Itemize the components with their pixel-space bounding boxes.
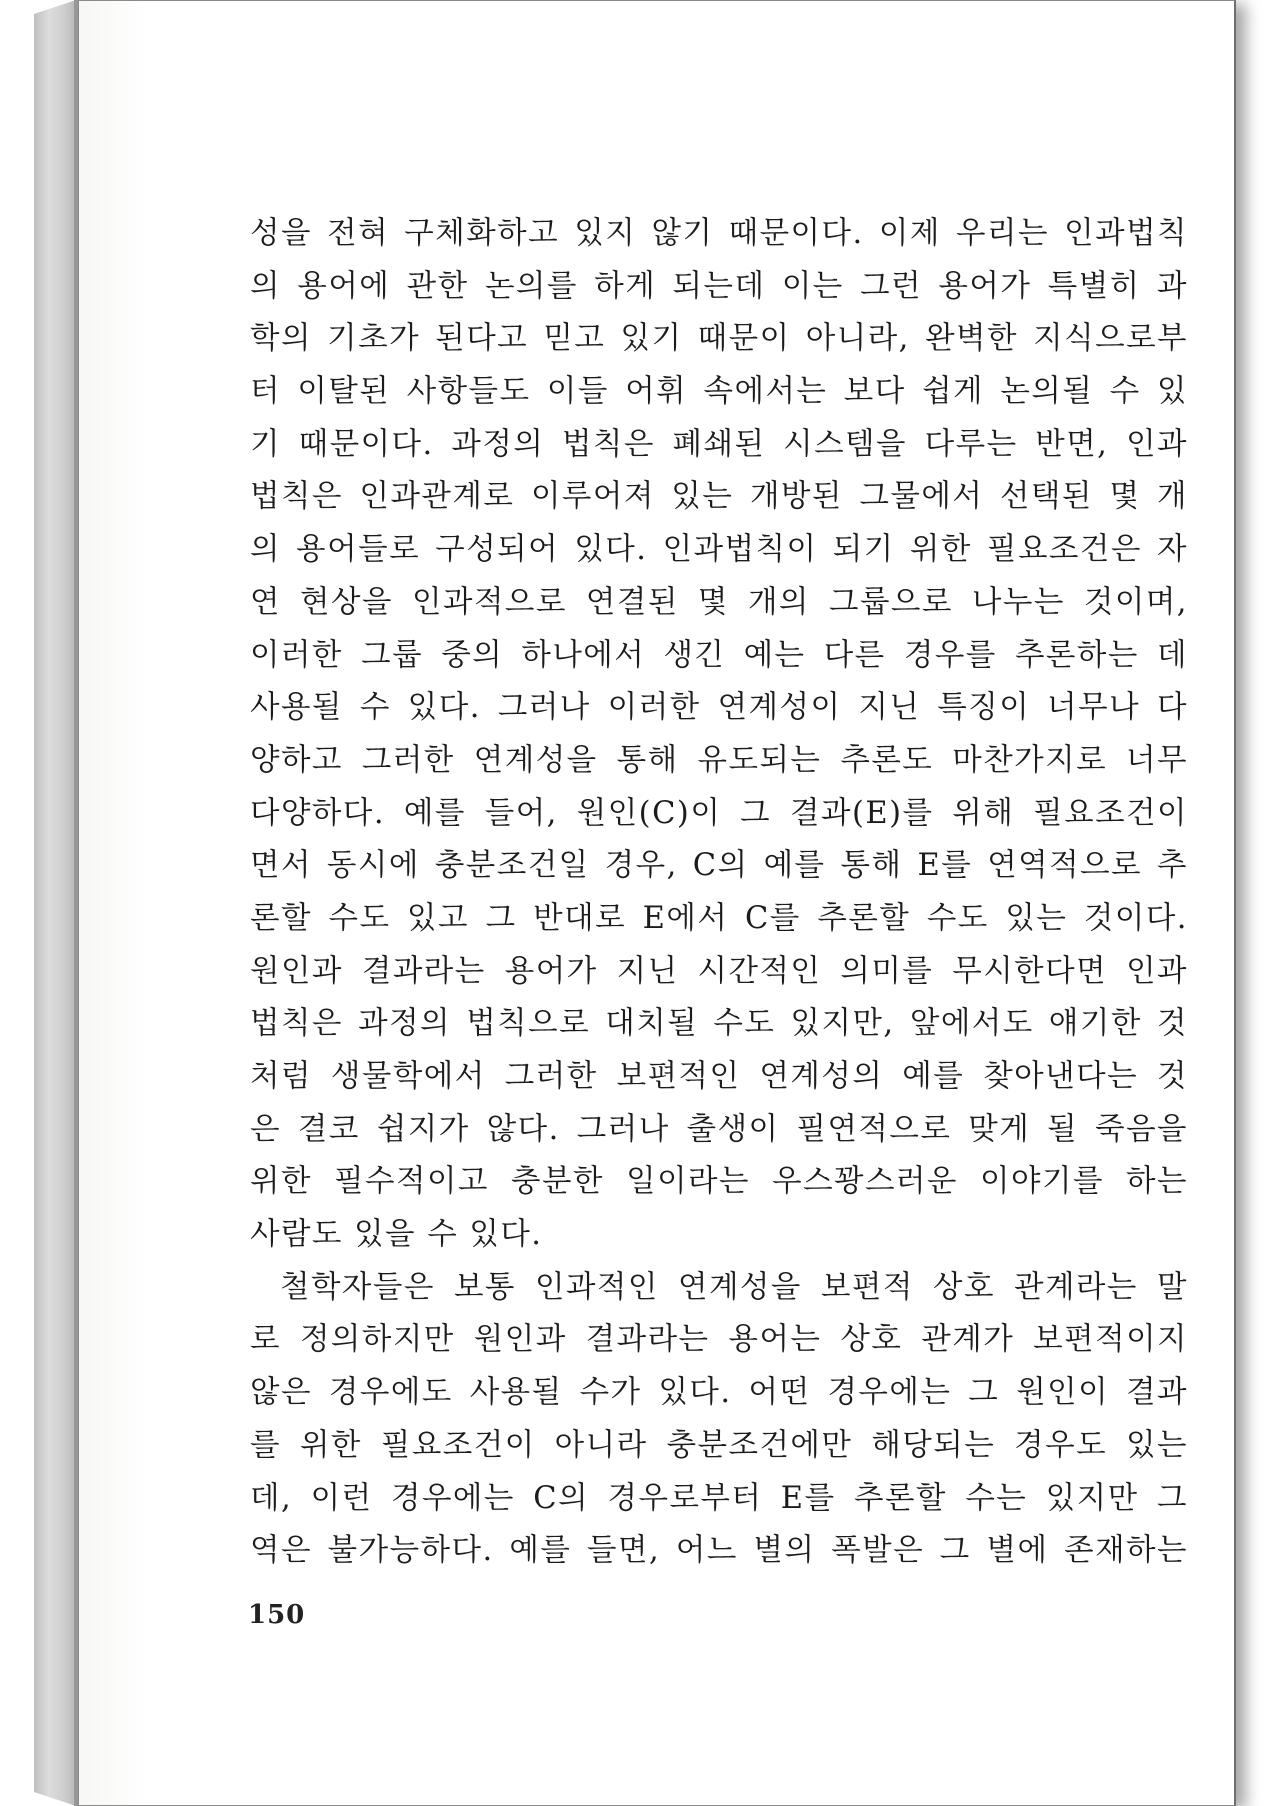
text-line: 면서 동시에 충분조건일 경우, C의 예를 통해 E를 연역적으로 추	[250, 848, 1188, 884]
text-line: 론할 수도 있고 그 반대로 E에서 C를 추론할 수도 있는 것이다.	[250, 900, 1188, 936]
text-line: 연 현상을 인과적으로 연결된 몇 개의 그룹으로 나누는 것이며,	[250, 584, 1188, 620]
text-line: 기 때문이다. 과정의 법칙은 폐쇄된 시스템을 다루는 반면, 인과	[250, 426, 1188, 462]
text-line: 않은 경우에도 사용될 수가 있다. 어떤 경우에는 그 원인이 결과	[250, 1375, 1188, 1411]
text-line: 다양하다. 예를 들어, 원인(C)이 그 결과(E)를 위해 필요조건이	[250, 795, 1188, 831]
text-line: 터 이탈된 사항들도 이들 어휘 속에서는 보다 쉽게 논의될 수 있	[250, 374, 1188, 410]
text-line: 의 용어들로 구성되어 있다. 인과법칙이 되기 위한 필요조건은 자	[250, 532, 1188, 568]
text-line: 학의 기초가 된다고 믿고 있기 때문이 아니라, 완벽한 지식으로부	[250, 321, 1188, 357]
text-line: 은 결코 쉽지가 않다. 그러나 출생이 필연적으로 맞게 될 죽음을	[250, 1111, 1188, 1147]
text-line: 위한 필수적이고 충분한 일이라는 우스꽝스러운 이야기를 하는	[250, 1164, 1188, 1200]
text-line: 법칙은 인과관계로 이루어져 있는 개방된 그물에서 선택된 몇 개	[250, 479, 1188, 515]
text-line: 양하고 그러한 연계성을 통해 유도되는 추론도 마찬가지로 너무	[250, 742, 1188, 778]
text-line: 사용될 수 있다. 그러나 이러한 연계성이 지닌 특징이 너무나 다	[250, 690, 1188, 726]
book-spine	[34, 0, 76, 1806]
text-line: 처럼 생물학에서 그러한 보편적인 연계성의 예를 찾아낸다는 것	[250, 1059, 1188, 1094]
text-line: 이러한 그룹 중의 하나에서 생긴 예는 다른 경우를 추론하는 데	[250, 637, 1188, 673]
text-line: 로 정의하지만 원인과 결과라는 용어는 상호 관계가 보편적이지	[250, 1322, 1188, 1358]
page-number: 150	[248, 1600, 306, 1630]
text-line: 데, 이런 경우에는 C의 경우로부터 E를 추론할 수는 있지만 그	[250, 1480, 1188, 1516]
text-line: 의 용어에 관한 논의를 하게 되는데 이는 그런 용어가 특별히 과	[250, 268, 1188, 304]
paragraph-start-line: 철학자들은 보통 인과적인 연계성을 보편적 상호 관계라는 말	[280, 1269, 1188, 1305]
text-line: 역은 불가능하다. 예를 들면, 어느 별의 폭발은 그 별에 존재하는	[250, 1533, 1188, 1569]
book-page	[78, 0, 1236, 1806]
paragraph-end-line: 사람도 있을 수 있다.	[250, 1217, 543, 1253]
text-line: 를 위한 필요조건이 아니라 충분조건에만 해당되는 경우도 있는	[250, 1427, 1188, 1463]
body-text	[250, 208, 1188, 1578]
text-line: 성을 전혀 구체화하고 있지 않기 때문이다. 이제 우리는 인과법칙	[250, 216, 1188, 251]
text-line: 법칙은 과정의 법칙으로 대치될 수도 있지만, 앞에서도 얘기한 것	[250, 1006, 1188, 1042]
text-line: 원인과 결과라는 용어가 지닌 시간적인 의미를 무시한다면 인과	[250, 953, 1188, 989]
